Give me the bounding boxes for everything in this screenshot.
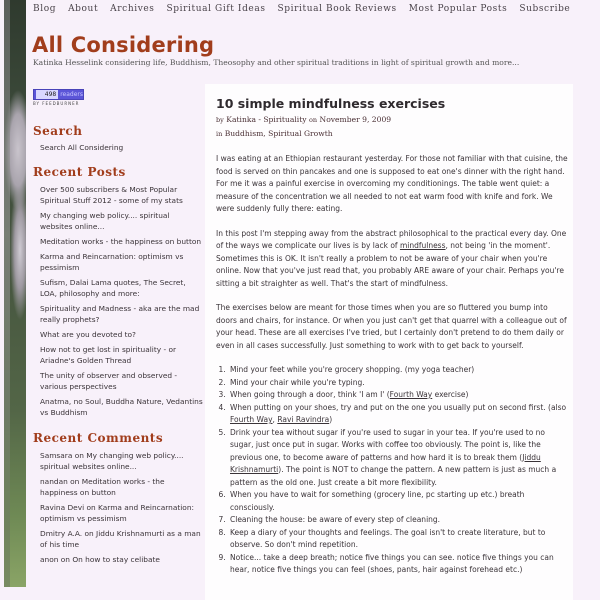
recent-comment-item: [40, 528, 203, 550]
recent-posts-title: Recent Posts: [33, 165, 126, 179]
search-widget-title: Search: [33, 124, 83, 138]
feedburner-credit: BY FEEDBURNER: [33, 101, 80, 106]
recent-post-link[interactable]: Sufism, Dalai Lama quotes, The Secret, LOA, philosophy and more:: [40, 278, 186, 298]
feedburner-badge[interactable]: [33, 89, 84, 100]
feed-reader-label: readers: [60, 91, 83, 98]
fourth-way-link[interactable]: Fourth Way: [389, 390, 433, 399]
exercise-item: 2. Mind your chair while you're typing.: [228, 377, 568, 390]
exercise-list: [216, 364, 568, 577]
recent-post-link[interactable]: How not to get lost in spirituality - or Ariadne's Golden Thread: [40, 345, 177, 365]
exercise-item: 1. Mind your feet while you're grocery shopping. (my yoga teacher): [228, 364, 568, 377]
exercise-item: 3. When going through a door, think 'I am I' (Fourth Way exercise): [228, 389, 568, 402]
exercise-item: 6. When you have to wait for something (grocery line, pc starting up etc.) breath consciously.: [228, 489, 568, 514]
recent-post-item: [40, 277, 203, 299]
exercise-item: 5. Drink your tea without sugar if you're used to sugar in your tea. If you're used to no sugar, just once put in sugar. Works with coffee too obviously. The point is, like the previous one, to become aware of patterns and how hard it is to break them (Jiddu Krishnamurti). The point is NOT to change the pattern. A new pattern is just as much a pattern as the old one. Just create a bit more flexibility.: [228, 427, 568, 490]
recent-post-item: [40, 251, 203, 273]
post-categories: in Buddhism, Spiritual Growth: [216, 129, 333, 138]
recent-post-link[interactable]: Karma and Reincarnation: optimism vs pessimism: [40, 252, 184, 272]
recent-comment-link[interactable]: anon on On how to stay celibate: [40, 555, 160, 564]
recent-post-link[interactable]: Meditation works - the happiness on button: [40, 237, 202, 246]
post-author-link[interactable]: Katinka - Spirituality: [226, 115, 307, 124]
recent-post-item: [40, 396, 203, 418]
post-category-links[interactable]: Buddhism, Spiritual Growth: [224, 129, 333, 138]
recent-post-item: [40, 303, 203, 325]
recent-comments-widget: [33, 431, 203, 565]
nav-most-popular-posts[interactable]: Most Popular Posts: [408, 4, 508, 14]
recent-post-link[interactable]: What are you devoted to?: [40, 330, 136, 339]
post-paragraph: In this post I'm stepping away from the abstract philosophical to the practical every day. One of the ways we complicate our lives is by lack of mindfulness, not being 'in the moment'. Sometimes this is OK. It isn't really a problem to not be aware of your chair when you're online. Now that you've just read that, you probably ARE aware of your chair. Perhaps you're sitting a bit straighter as well. That's the start of mindfulness.: [216, 228, 567, 288]
sidebar: [33, 124, 203, 578]
post-body: [216, 153, 568, 577]
recent-post-item: [40, 329, 203, 340]
recent-comment-item: [40, 450, 203, 472]
recent-comment-item: [40, 502, 203, 524]
site-title[interactable]: All Considering: [32, 33, 215, 57]
exercise-item: 7. Cleaning the house: be aware of every step of cleaning.: [228, 514, 568, 527]
recent-comments-title: Recent Comments: [33, 431, 164, 445]
nav-archives[interactable]: Archives: [110, 4, 155, 14]
search-link[interactable]: Search All Considering: [40, 143, 124, 152]
site-tagline: Katinka Hesselink considering life, Buddhism, Theosophy and other spiritual traditions in light of spiritual growth and more...: [33, 58, 520, 67]
recent-post-link[interactable]: The unity of observer and observed - various perspectives: [40, 371, 178, 391]
post-byline: by Katinka - Spirituality on November 9, 2009: [216, 115, 392, 124]
mindfulness-link[interactable]: mindfulness: [399, 241, 446, 250]
nav-spiritual-gift-ideas[interactable]: Spiritual Gift Ideas: [166, 4, 266, 14]
nav-about[interactable]: About: [68, 4, 99, 14]
recent-comment-link[interactable]: Ravina Devi on Karma and Reincarnation: optimism vs pessimism: [40, 503, 194, 523]
jiddu-krishnamurti-link[interactable]: Jiddu Krishnamurti: [230, 452, 541, 474]
recent-comment-link[interactable]: Dmitry A.A. on Jiddu Krishnamurti as a man of his time: [40, 529, 201, 549]
top-nav: [33, 4, 582, 18]
post-panel: [205, 84, 573, 600]
post-paragraph: The exercises below are meant for those times when you are so fluttered you bump into doors and chairs, for instance. Or when you just can't get that quarrel with a colleague out of your head. These are all exercises I've tried, but I certainly don't pretend to do them daily or even in all cases successfully. Just something to work with to get back to yourself.: [216, 303, 567, 350]
recent-posts-widget: [33, 165, 203, 418]
recent-post-link[interactable]: Spirituality and Madness - aka are the mad really prophets?: [40, 304, 200, 324]
post-paragraph: I was eating at an Ethiopian restaurant yesterday. For those not familiar with that cuisine, the food is served on thin pancakes and one is supposed to eat one's dinner with the right hand. For me it was a painful exercise in overcoming my conditionings. The table went quiet: a measure of the concentration we all needed to not eat warm food with knife and fork. We were suddenly fully there: eating.: [216, 154, 568, 213]
recent-post-item: [40, 210, 203, 232]
header-photo-strip: [4, 0, 26, 587]
exercise-item: 4. When putting on your shoes, try and put on the one you usually put on second first. (also Fourth Way, Ravi Ravindra): [228, 402, 568, 427]
post-date: November 9, 2009: [319, 115, 392, 124]
recent-post-link[interactable]: Anatma, no Soul, Buddha Nature, Vedantins vs Buddhism: [40, 397, 203, 417]
recent-post-item: [40, 344, 203, 366]
ravi-ravindra-link[interactable]: Ravi Ravindra: [277, 415, 330, 424]
recent-post-item: [40, 236, 203, 247]
recent-comment-item: [40, 476, 203, 498]
recent-post-item: [40, 370, 203, 392]
nav-blog[interactable]: Blog: [33, 4, 57, 14]
exercise-item: 9. Notice... take a deep breath; notice five things you can see. notice five things you can hear, notice five things you can feel (shoes, pants, hair against forehead etc.): [228, 552, 568, 577]
nav-subscribe[interactable]: Subscribe: [519, 4, 571, 14]
recent-post-link[interactable]: My changing web policy.... spiritual websites online...: [40, 211, 170, 231]
feed-reader-count: 498: [36, 90, 58, 99]
recent-comment-item: [40, 554, 203, 565]
post-title[interactable]: 10 simple mindfulness exercises: [216, 96, 446, 111]
nav-spiritual-book-reviews[interactable]: Spiritual Book Reviews: [277, 4, 397, 14]
recent-comment-link[interactable]: Samsara on My changing web policy.... spiritual websites online...: [40, 451, 184, 471]
recent-comment-link[interactable]: nandan on Meditation works - the happiness on button: [40, 477, 165, 497]
fourth-way-link[interactable]: Fourth Way: [230, 415, 273, 424]
search-widget: [33, 124, 203, 152]
exercise-item: 8. Keep a diary of your thoughts and feelings. The goal isn't to create literature, but to observe. So don't mind repetition.: [228, 527, 568, 552]
recent-post-item: [40, 184, 203, 206]
recent-post-link[interactable]: Over 500 subscribers & Most Popular Spiritual Stuff 2012 - some of my stats: [40, 185, 183, 205]
